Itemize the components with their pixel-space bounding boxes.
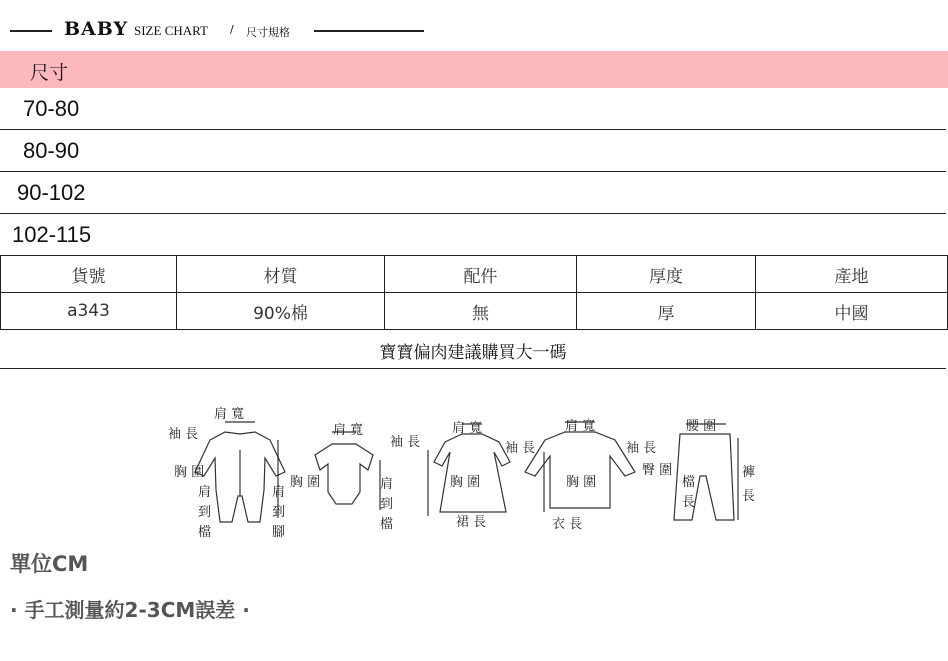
romper-chest-label: 胸 圍 bbox=[174, 465, 205, 480]
col-header-material: 材質 bbox=[177, 256, 385, 293]
bodysuit-outline bbox=[315, 444, 373, 504]
info-header-row bbox=[1, 256, 948, 293]
dress-chest-label: 胸 圍 bbox=[450, 475, 481, 490]
size-header-label: 尺寸 bbox=[30, 62, 69, 84]
romper-shoulder-crotch-1: 肩 bbox=[198, 485, 212, 500]
size-value: 102-115 bbox=[12, 222, 92, 247]
pants-length-2: 長 bbox=[742, 489, 756, 504]
size-value: 70-80 bbox=[23, 96, 80, 121]
pants-crotch-length-1: 檔 bbox=[682, 475, 696, 490]
size-row bbox=[0, 88, 946, 130]
bodysuit-shoulder-crotch-1: 肩 bbox=[380, 477, 394, 492]
item-no-value: a343 bbox=[1, 293, 177, 330]
header-rule-left bbox=[10, 30, 52, 32]
material-value: 90%棉 bbox=[177, 293, 385, 330]
measurement-error-note: · 手工測量約2-3CM誤差 · bbox=[10, 598, 250, 622]
dress-skirt-length-label: 裙 長 bbox=[456, 515, 487, 530]
shirt-sleeve-label: 袖 長 bbox=[626, 441, 657, 456]
shirt-length-label: 衣 長 bbox=[552, 517, 583, 532]
col-header-thickness: 厚度 bbox=[577, 256, 756, 293]
size-header-bar bbox=[0, 51, 948, 88]
size-row bbox=[0, 172, 946, 214]
bodysuit-shoulder-label: 肩 寬 bbox=[333, 423, 364, 438]
dress-sleeve-label: 袖 長 bbox=[505, 441, 536, 456]
measurement-diagram bbox=[160, 400, 760, 550]
bodysuit-sleeve-label: 袖 長 bbox=[390, 435, 421, 450]
romper-shoulder-foot-3: 腳 bbox=[272, 525, 286, 540]
header-rule-right bbox=[314, 30, 424, 32]
size-chart-title-cn: 尺寸規格 bbox=[246, 26, 290, 39]
sizing-advice-row bbox=[0, 331, 946, 369]
shirt-shoulder-label: 肩 寬 bbox=[565, 419, 596, 434]
origin-value: 中國 bbox=[756, 293, 948, 330]
col-header-item-no: 貨號 bbox=[1, 256, 177, 293]
dress-outline bbox=[434, 434, 510, 512]
shirt-chest-label: 胸 圍 bbox=[566, 475, 597, 490]
bodysuit-shoulder-crotch-3: 檔 bbox=[380, 517, 394, 532]
size-chart-title: SIZE CHART bbox=[134, 23, 208, 38]
romper-shoulder-foot-2: 到 bbox=[272, 505, 286, 520]
col-header-accessories: 配件 bbox=[385, 256, 577, 293]
shirt-outline bbox=[525, 432, 635, 508]
thickness-value: 厚 bbox=[577, 293, 756, 330]
romper-shoulder-crotch-3: 檔 bbox=[198, 525, 212, 540]
size-row bbox=[0, 130, 946, 172]
pants-length-1: 褲 bbox=[742, 465, 756, 480]
accessories-value: 無 bbox=[385, 293, 577, 330]
pants-waist-label: 腰 圍 bbox=[686, 419, 717, 434]
romper-shoulder-label: 肩 寬 bbox=[214, 407, 245, 422]
bodysuit-chest-label: 胸 圍 bbox=[290, 475, 321, 490]
bodysuit-shoulder-crotch-2: 到 bbox=[380, 497, 394, 512]
pants-crotch-length-2: 長 bbox=[682, 495, 696, 510]
size-row bbox=[0, 214, 946, 256]
brand-title: BABY bbox=[64, 18, 129, 40]
title-separator: / bbox=[230, 23, 234, 36]
romper-sleeve-label: 袖 長 bbox=[168, 427, 199, 442]
unit-note: 單位CM bbox=[10, 552, 89, 576]
size-value: 80-90 bbox=[23, 138, 80, 163]
romper-shoulder-foot-1: 肩 bbox=[272, 485, 286, 500]
dress-shoulder-label: 肩 寬 bbox=[452, 421, 483, 436]
romper-shoulder-crotch-2: 到 bbox=[198, 505, 212, 520]
size-chart-header bbox=[10, 18, 430, 44]
col-header-origin: 產地 bbox=[756, 256, 948, 293]
info-value-row bbox=[1, 293, 948, 330]
product-info-table bbox=[0, 255, 948, 330]
pants-hip-label: 臀 圍 bbox=[642, 463, 673, 478]
sizing-advice: 寶寶偏肉建議購買大一碼 bbox=[379, 343, 567, 363]
size-value: 90-102 bbox=[17, 180, 86, 205]
